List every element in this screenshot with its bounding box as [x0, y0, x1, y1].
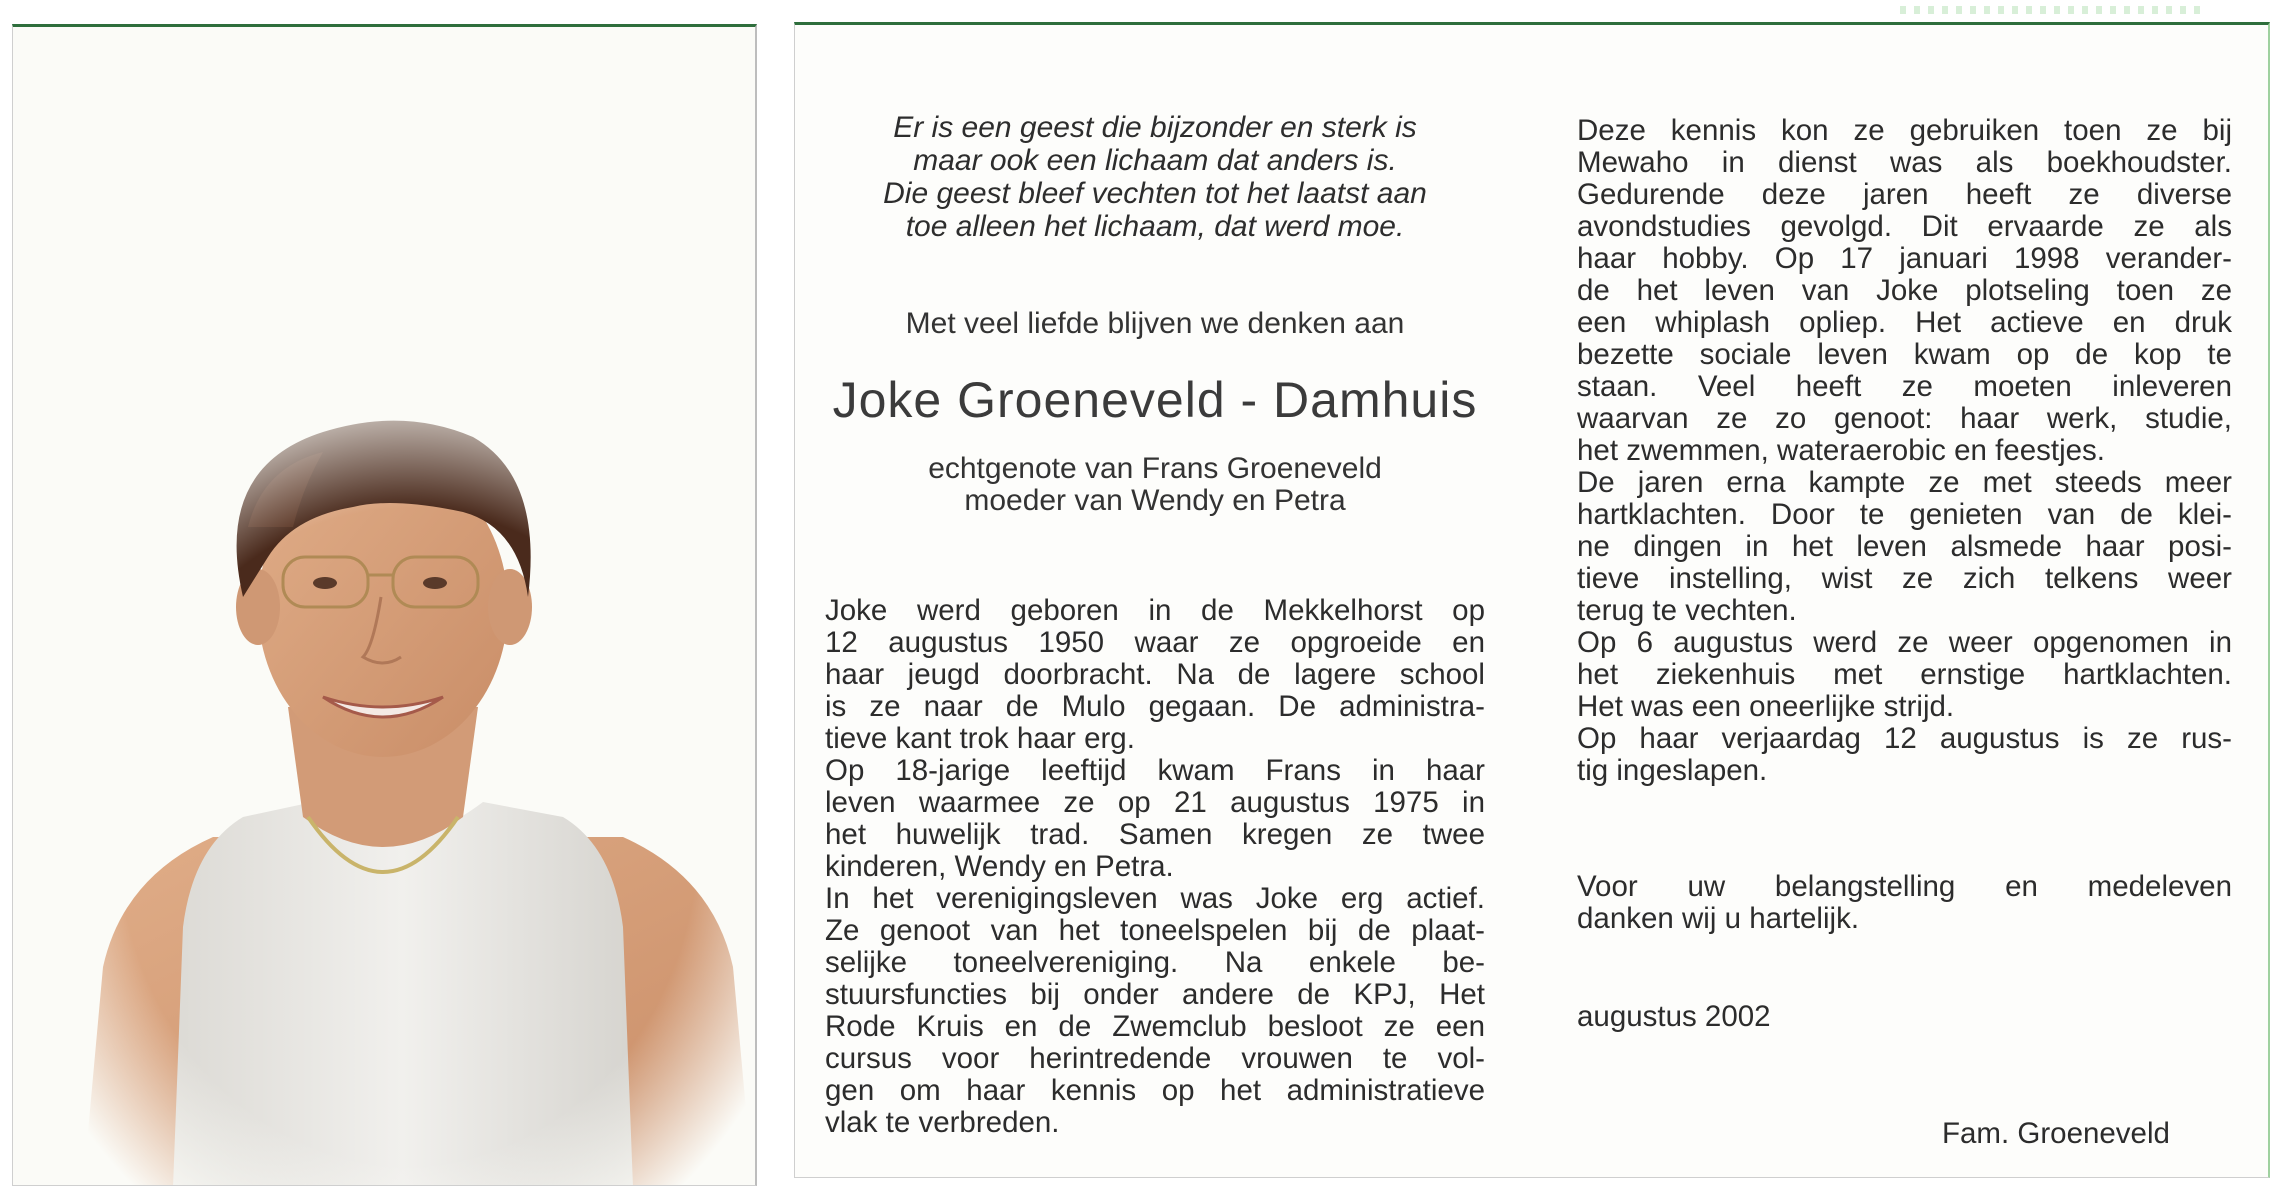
thanks-text: [1577, 871, 2232, 935]
bio-line: avondstudies gevolgd. Dit ervaarde ze als: [1577, 210, 2232, 243]
portrait-photo: [63, 407, 753, 1186]
bio-line: staan. Veel heeft ze moeten inleveren: [1577, 370, 2232, 403]
obituary-card: [794, 22, 2270, 1178]
poem-line: toe alleen het lichaam, dat werd moe.: [905, 210, 1405, 243]
thanks-line: Voor uw belangstelling en medeleven: [1577, 870, 2232, 903]
bio-line: Gedurende deze jaren heeft ze diverse: [1577, 178, 2232, 211]
bio-line: ne dingen in het leven alsmede haar posi-: [1577, 530, 2232, 563]
bio-line: gen om haar kennis op het administratieve: [825, 1074, 1485, 1107]
bio-line: Ze genoot van het toneelspelen bij de plaat-: [825, 914, 1485, 947]
bio-line: een whiplash opliep. Het actieve en druk: [1577, 306, 2232, 339]
bio-line: is ze naar de Mulo gegaan. De administra-: [825, 690, 1485, 723]
bio-line: terug te vechten.: [1577, 594, 1797, 627]
right-column: [1577, 25, 2257, 1177]
poem: [835, 111, 1475, 243]
photo-card: [12, 24, 757, 1186]
bio-line: waarvan ze zo genoot: haar werk, studie,: [1577, 402, 2232, 435]
poem-line: Er is een geest die bijzonder en sterk is: [893, 111, 1417, 144]
bio-line: Op haar verjaardag 12 augustus is ze rus-: [1577, 722, 2232, 755]
relations: [835, 453, 1475, 517]
bio-line: De jaren erna kampte ze met steeds meer: [1577, 466, 2232, 499]
bio-line: tig ingeslapen.: [1577, 754, 1768, 787]
bio-line: tieve kant trok haar erg.: [825, 722, 1135, 755]
bio-line: haar hobby. Op 17 januari 1998 verander-: [1577, 242, 2232, 275]
bio-line: Deze kennis kon ze gebruiken toen ze bij: [1577, 114, 2232, 147]
bio-line: kinderen, Wendy en Petra.: [825, 850, 1174, 883]
bio-line: In het verenigingsleven was Joke erg actief.: [825, 882, 1485, 915]
biography-part-1: [825, 595, 1485, 1139]
thanks-line: danken wij u hartelijk.: [1577, 902, 1860, 935]
scan-artifact: [1900, 6, 2200, 14]
poem-line: Die geest bleef vechten tot het laatst aan: [883, 177, 1427, 210]
deceased-name: Joke Groeneveld - Damhuis: [832, 372, 1478, 428]
left-column: [795, 25, 1535, 1177]
bio-line: cursus voor herintredende vrouwen te vol-: [825, 1042, 1485, 1075]
bio-line: Het was een oneerlijke strijd.: [1577, 690, 1955, 723]
bio-line: het huwelijk trad. Samen kregen ze twee: [825, 818, 1485, 851]
relation-line: echtgenote van Frans Groeneveld: [928, 452, 1382, 485]
date-text: augustus 2002: [1577, 1000, 1771, 1033]
intro-text: Met veel liefde blijven we denken aan: [905, 307, 1405, 340]
bio-line: de het leven van Joke plotseling toen ze: [1577, 274, 2232, 307]
bio-line: Op 18-jarige leeftijd kwam Frans in haar: [825, 754, 1485, 787]
bio-line: Joke werd geboren in de Mekkelhorst op: [825, 594, 1485, 627]
bio-line: selijke toneelvereniging. Na enkele be-: [825, 946, 1485, 979]
biography-part-2: [1577, 115, 2232, 787]
bio-line: tieve instelling, wist ze zich telkens weer: [1577, 562, 2232, 595]
relation-line: moeder van Wendy en Petra: [964, 484, 1346, 517]
bio-line: Rode Kruis en de Zwemclub besloot ze een: [825, 1010, 1485, 1043]
bio-line: haar jeugd doorbracht. Na de lagere school: [825, 658, 1485, 691]
bio-line: Mewaho in dienst was als boekhoudster.: [1577, 146, 2232, 179]
bio-line: 12 augustus 1950 waar ze opgroeide en: [825, 626, 1485, 659]
bio-line: hartklachten. Door te genieten van de klei-: [1577, 498, 2232, 531]
bio-line: stuursfuncties bij onder andere de KPJ, Het: [825, 978, 1485, 1011]
bio-line: het ziekenhuis met ernstige hartklachten.: [1577, 658, 2232, 691]
poem-line: maar ook een lichaam dat anders is.: [913, 144, 1397, 177]
bio-line: Op 6 augustus werd ze weer opgenomen in: [1577, 626, 2232, 659]
bio-line: bezette sociale leven kwam op de kop te: [1577, 338, 2232, 371]
bio-line: vlak te verbreden.: [825, 1106, 1060, 1139]
bio-line: leven waarmee ze op 21 augustus 1975 in: [825, 786, 1485, 819]
bio-line: het zwemmen, wateraerobic en feestjes.: [1577, 434, 2105, 467]
family-signature: Fam. Groeneveld: [1942, 1117, 2170, 1150]
